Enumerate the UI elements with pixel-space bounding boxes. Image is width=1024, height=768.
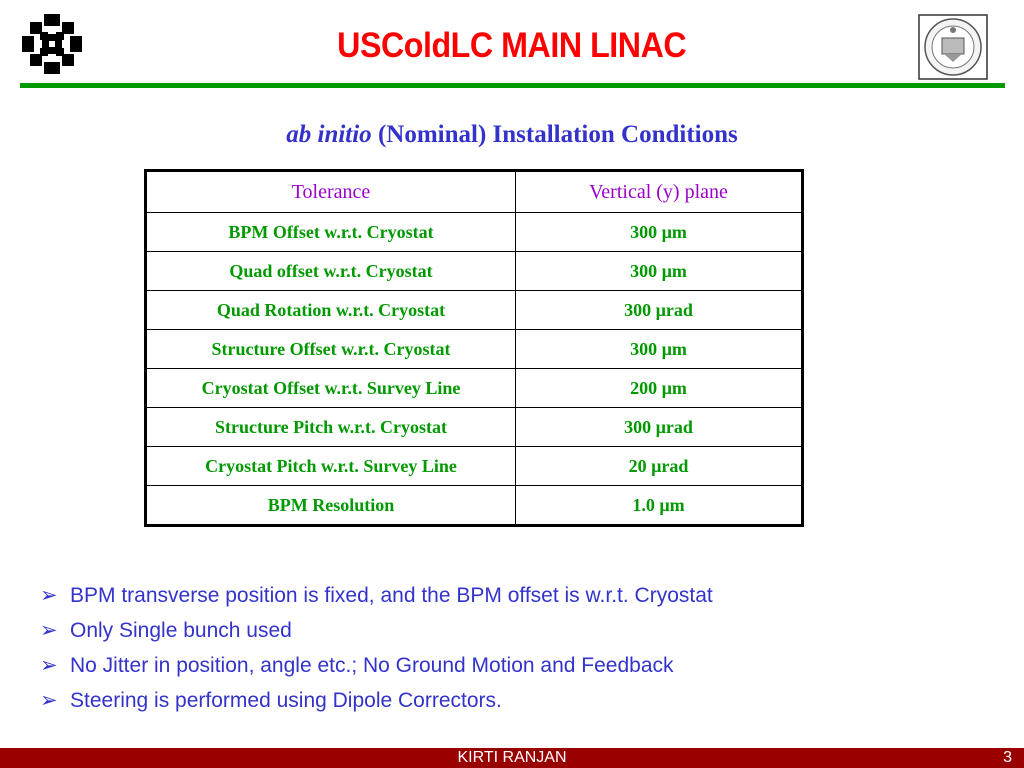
table-row [146,252,803,291]
list-item [40,613,713,648]
value-cell: 300 µm [516,213,803,252]
bullet-text: Steering is performed using Dipole Correctors. [70,688,502,712]
bullet-list [40,578,713,718]
bullet-text: BPM transverse position is fixed, and the BPM offset is w.r.t. Cryostat [70,583,713,607]
footer-bar [0,748,1024,768]
value-cell: 1.0 µm [516,486,803,526]
value-cell: 300 µrad [516,291,803,330]
tolerance-cell: Cryostat Offset w.r.t. Survey Line [146,369,516,408]
subtitle-italic: ab initio [286,121,372,148]
tolerance-cell: Structure Offset w.r.t. Cryostat [146,330,516,369]
arrow-bullet-icon: ➢ [40,653,58,677]
tolerance-cell: BPM Offset w.r.t. Cryostat [146,213,516,252]
table-row [146,408,803,447]
table-header-row [146,171,803,213]
footer-author: KIRTI RANJAN [457,749,567,766]
value-cell: 300 µm [516,252,803,291]
tolerance-cell: Structure Pitch w.r.t. Cryostat [146,408,516,447]
table-row [146,447,803,486]
tolerance-table [144,169,804,527]
table-row [146,369,803,408]
tolerance-cell: Quad Rotation w.r.t. Cryostat [146,291,516,330]
title-rule [20,83,1005,88]
page-number: 3 [1003,749,1012,766]
list-item [40,578,713,613]
value-cell: 300 µrad [516,408,803,447]
slide-title [0,26,1024,66]
tolerance-cell: BPM Resolution [146,486,516,526]
table-row [146,486,803,526]
table-row [146,330,803,369]
header-tolerance: Tolerance [146,171,516,213]
list-item [40,683,713,718]
tolerance-cell: Cryostat Pitch w.r.t. Survey Line [146,447,516,486]
table-row [146,213,803,252]
arrow-bullet-icon: ➢ [40,583,58,607]
subtitle-rest: (Nominal) Installation Conditions [371,121,738,148]
list-item [40,648,713,683]
header-vertical-plane: Vertical (y) plane [516,171,803,213]
slide-title-text: USColdLC MAIN LINAC [337,26,687,65]
arrow-bullet-icon: ➢ [40,618,58,642]
bullet-text: No Jitter in position, angle etc.; No Ground Motion and Feedback [70,653,674,677]
value-cell: 200 µm [516,369,803,408]
arrow-bullet-icon: ➢ [40,688,58,712]
value-cell: 20 µrad [516,447,803,486]
table-row [146,291,803,330]
table-subtitle [0,121,1024,149]
value-cell: 300 µm [516,330,803,369]
university-seal [918,14,988,80]
tolerance-cell: Quad offset w.r.t. Cryostat [146,252,516,291]
bullet-text: Only Single bunch used [70,618,292,642]
